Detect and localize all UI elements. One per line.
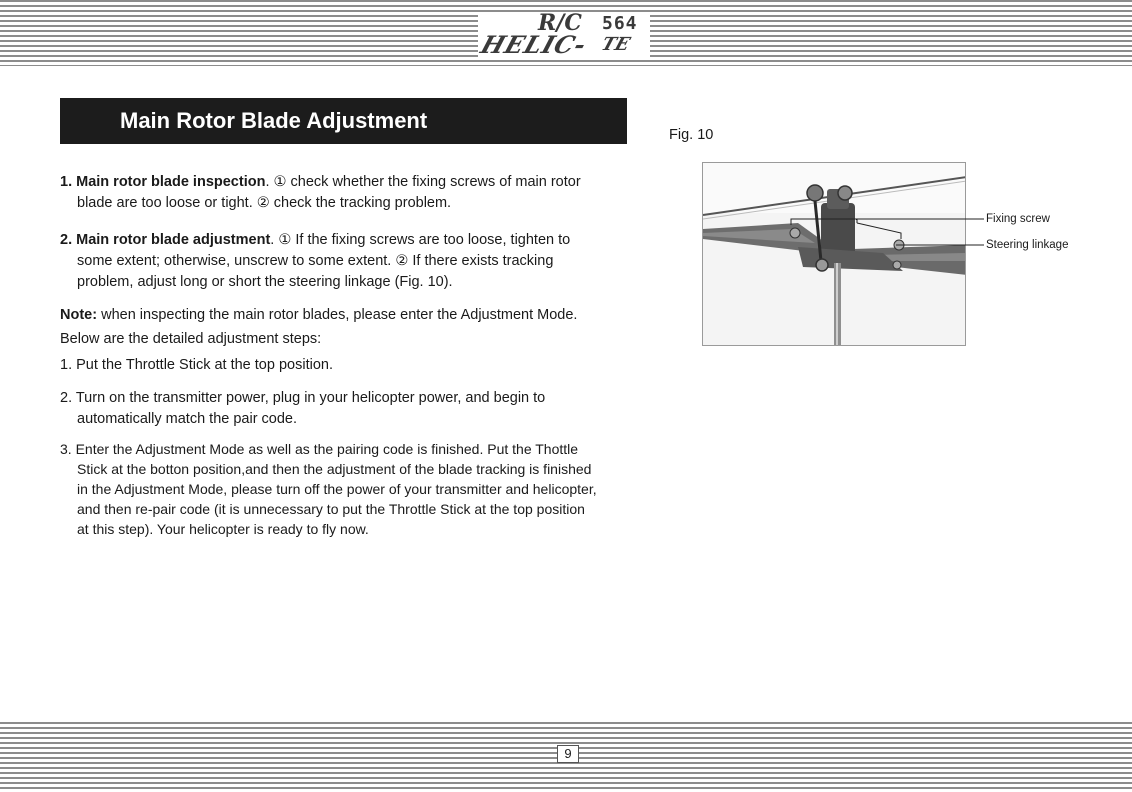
callout-leaders-inner <box>856 210 956 255</box>
logo-te: TE <box>598 34 633 55</box>
adjustment-text-line2: some extent; otherwise, unscrew to some extent. ② If there exists tracking <box>77 253 554 269</box>
callout-leaders <box>950 210 990 255</box>
callout-fixing-screw: Fixing screw <box>986 213 1050 225</box>
note-text-line2: Below are the detailed adjustment steps: <box>60 331 322 347</box>
adjustment-text-line3: problem, adjust long or short the steering linkage (Fig. 10). <box>77 274 453 290</box>
figure-label: Fig. 10 <box>669 127 714 143</box>
inspection-text-line2: blade are too loose or tight. ② check the tracking problem. <box>77 195 452 211</box>
inspection-text: . ① check whether the fixing screws of main rotor <box>265 174 581 190</box>
inspection-heading: 1. Main rotor blade inspection <box>60 174 266 190</box>
note-label: Note: <box>60 307 98 323</box>
section-title: Main Rotor Blade Adjustment <box>60 98 627 144</box>
step-2 <box>60 388 632 430</box>
adjustment-heading: 2. Main rotor blade adjustment <box>60 232 271 248</box>
step-3-line1: 3. Enter the Adjustment Mode as well as the pairing code is finished. Put the Thottle <box>60 441 579 457</box>
step-1 <box>60 355 632 376</box>
step-2-line2: automatically match the pair code. <box>77 411 298 427</box>
logo-rc: R/C <box>538 10 582 36</box>
page-number: 9 <box>557 745 579 763</box>
adjustment-paragraph <box>60 230 632 293</box>
step-3-line5: at this step). Your helicopter is ready to fly now. <box>77 521 369 537</box>
callout-steering-linkage: Steering linkage <box>986 239 1069 251</box>
note-paragraph <box>60 305 632 350</box>
inspection-paragraph <box>60 172 632 214</box>
step-3 <box>60 439 632 539</box>
brand-logo <box>478 12 650 58</box>
step-3-line2: Stick at the botton position,and then the adjustment of the blade tracking is finished <box>77 461 592 477</box>
note-text: when inspecting the main rotor blades, please enter the Adjustment Mode. <box>97 307 578 323</box>
logo-helic: HELIC- <box>477 30 591 59</box>
step-3-line3: in the Adjustment Mode, please turn off the power of your transmitter and helicopter, <box>77 481 597 497</box>
adjustment-text: . ① If the fixing screws are too loose, tighten to <box>270 232 571 248</box>
step-3-line4: and then re-pair code (it is unnecessary to put the Throttle Stick at the top position <box>77 501 585 517</box>
step-1-text: 1. Put the Throttle Stick at the top position. <box>60 357 333 373</box>
step-2-line1: 2. Turn on the transmitter power, plug in your helicopter power, and begin to <box>60 390 546 406</box>
logo-model-number: 564 <box>602 13 638 34</box>
